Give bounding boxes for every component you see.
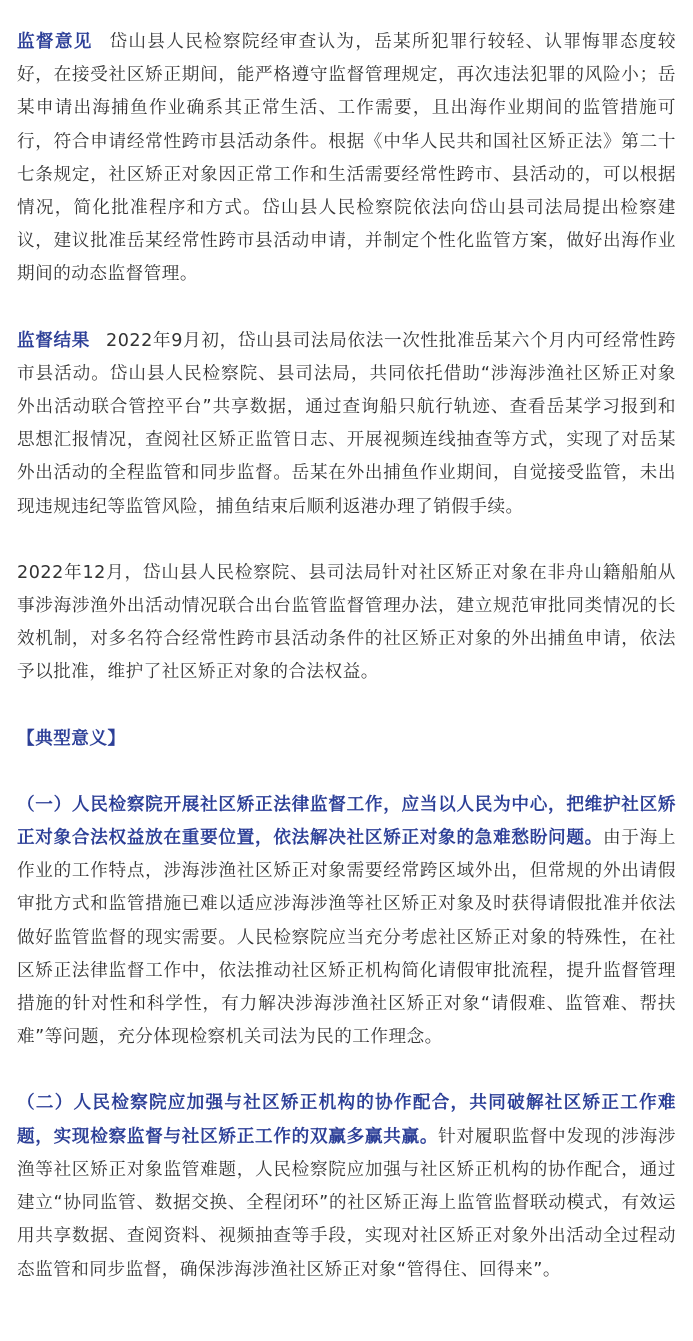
section-heading: 【典型意义】 xyxy=(17,728,126,749)
significance-point-1 xyxy=(17,789,676,1055)
point-2-lead: （二）人民检察院应加强与社区矫正机构的协作配合，共同破解社区矫正工作难题，实现检察监督与社区矫正工作的双赢多赢共赢。 xyxy=(17,1093,676,1147)
supervision-result-label: 监督结果 xyxy=(17,330,91,351)
follow-up-text: 2022年12月，岱山县人民检察院、县司法局针对社区矫正对象在非舟山籍船舶从事涉海涉渔外出活动情况联合出台监管监督管理办法，建立规范审批同类情况的长效机制，对多名符合经常性跨市县活动条件的社区矫正对象的外出捕鱼申请，依法予以批准，维护了社区矫正对象的合法权益。 xyxy=(17,562,676,683)
typical-significance-heading xyxy=(17,723,676,756)
supervision-result-paragraph xyxy=(17,325,676,524)
supervision-result-text: 2022年9月初，岱山县司法局依法一次性批准岳某六个月内可经常性跨市县活动。岱山县人民检察院、县司法局，共同依托借助“涉海涉渔社区矫正对象外出活动联合管控平台”共享数据，通过查询船只航行轨迹、查看岳某学习报到和思想汇报情况，查阅社区矫正监管日志、开展视频连线抽查等方式，实现了对岳某外出活动的全程监管和同步监督。岳某在外出捕鱼作业期间，自觉接受监管，未出现违规违纪等监管风险，捕鱼结束后顺利返港办理了销假手续。 xyxy=(17,330,676,517)
point-1-lead: （一）人民检察院开展社区矫正法律监督工作，应当以人民为中心，把维护社区矫正对象合法权益放在重要位置，依法解决社区矫正对象的急难愁盼问题。 xyxy=(17,794,676,849)
significance-point-2 xyxy=(17,1087,676,1286)
supervision-opinion-text: 岱山县人民检察院经审查认为，岳某所犯罪行较轻、认罪悔罪态度较好，在接受社区矫正期间，能严格遵守监督管理规定，再次违法犯罪的风险小；岳某申请出海捕鱼作业确系其正常生活、工作需要，且出海作业期间的监管措施可行，符合申请经常性跨市县活动条件。根据《中华人民共和国社区矫正法》第二十七条规定，社区矫正对象因正常工作和生活需要经常性跨市、县活动的，可以根据情况，简化批准程序和方式。岱山县人民检察院依法向岱山县司法局提出检察建议，建议批准岳某经常性跨市县活动申请，并制定个性化监管方案，做好出海作业期间的动态监督管理。 xyxy=(17,32,676,285)
supervision-opinion-paragraph xyxy=(17,26,676,292)
supervision-opinion-label: 监督意见 xyxy=(17,32,93,52)
follow-up-paragraph xyxy=(17,557,676,690)
point-1-text: 由于海上作业的工作特点，涉海涉渔社区矫正对象需要经常跨区域外出，但常规的外出请假审批方式和监管措施已难以适应涉海涉渔等社区矫正对象及时获得请假批准并依法做好监管监督的现实需要。人民检察院应当充分考虑社区矫正对象的特殊性，在社区矫正法律监督工作中，依法推动社区矫正机构简化请假审批流程，提升监督管理措施的针对性和科学性，有力解决涉海涉渔社区矫正对象“请假难、监管难、帮扶难”等问题，充分体现检察机关司法为民的工作理念。 xyxy=(17,828,676,1048)
point-2-text: 针对履职监督中发现的涉海涉渔等社区矫正对象监管难题，人民检察院应加强与社区矫正机构的协作配合，通过建立“协同监管、数据交换、全程闭环”的社区矫正海上监管监督联动模式，有效运用共享数据、查阅资料、视频抽查等手段，实现对社区矫正对象外出活动全过程动态监管和同步监督，确保涉海涉渔社区矫正对象“管得住、回得来”。 xyxy=(17,1126,676,1280)
